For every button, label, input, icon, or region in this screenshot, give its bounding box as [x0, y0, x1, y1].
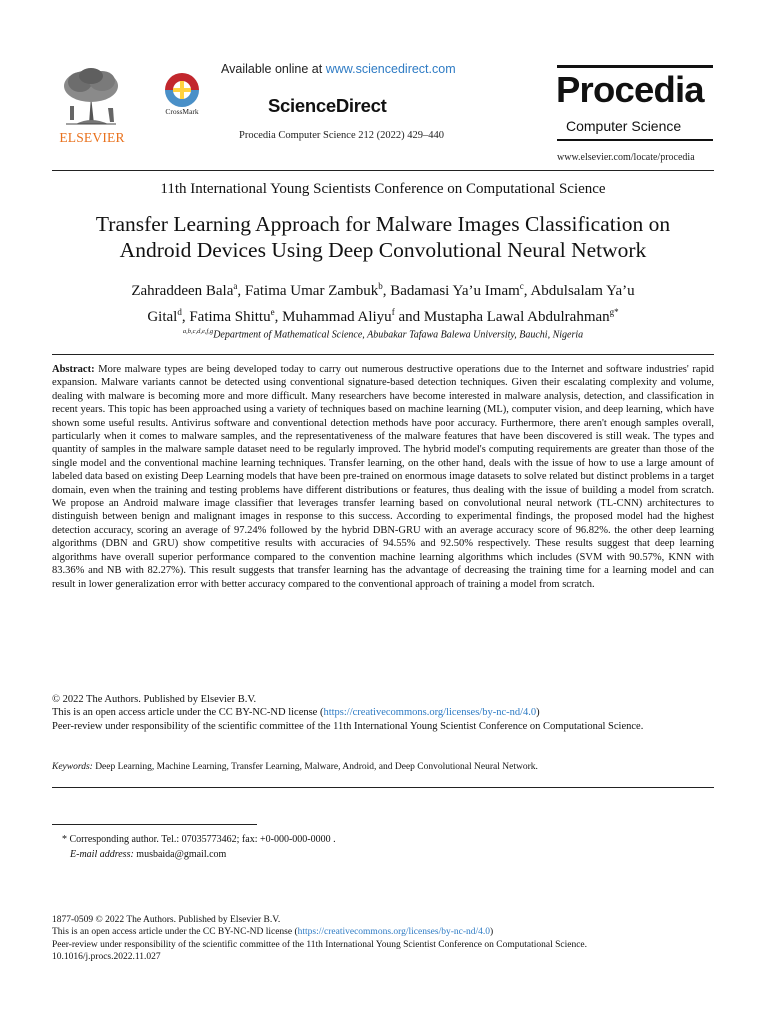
email-address[interactable]: musbaida@gmail.com: [136, 848, 227, 860]
paper-title: [52, 211, 714, 263]
author-name: Fatima Shittu: [189, 309, 271, 325]
author-name: Mustapha Lawal Abdulrahman: [423, 309, 610, 325]
author-separator: ,: [181, 309, 190, 325]
paper-title-line-1: Transfer Learning Approach for Malware Images Classification on: [95, 212, 671, 236]
author-separator: and: [394, 309, 424, 325]
author-affiliation-mark: d: [177, 307, 182, 317]
affiliation-marks: a,b,c,d,e,f,g: [182, 328, 214, 335]
elsevier-tree-icon: [56, 66, 126, 126]
footnote: [62, 833, 336, 862]
author-affiliation-mark: b: [378, 281, 383, 291]
author-affiliation-mark: e: [270, 307, 275, 317]
bottom-license-link[interactable]: https://creativecommons.org/licenses/by-nc-nd/4.0: [297, 927, 491, 938]
author-name: Zahraddeen Bala: [131, 283, 234, 299]
author-affiliation-mark: g*: [609, 307, 619, 317]
license-block: [52, 693, 714, 733]
author-separator: ,: [237, 283, 245, 299]
author-name: Muhammad Aliyu: [282, 309, 392, 325]
open-access-suffix: ): [536, 707, 540, 719]
bottom-open-access-line: [52, 926, 722, 938]
email-line: [62, 848, 336, 863]
abstract: [52, 363, 714, 591]
available-online-prefix: Available online at: [221, 62, 326, 76]
copyright-line: © 2022 The Authors. Published by Elsevier B.V.: [52, 694, 257, 705]
open-access-line: [52, 706, 714, 719]
author-line-2: [52, 302, 714, 328]
procedia-subtitle: Computer Science: [566, 118, 682, 134]
affiliation: [52, 328, 714, 340]
author-name: Badamasi Ya’u Imam: [390, 283, 520, 299]
keywords-label: Keywords:: [52, 762, 93, 772]
elsevier-wordmark: ELSEVIER: [59, 130, 125, 145]
journal-reference: Procedia Computer Science 212 (2022) 429–440: [239, 130, 444, 141]
author-affiliation-mark: c: [519, 281, 524, 291]
issn-line: 1877-0509 © 2022 The Authors. Published by Elsevier B.V.: [52, 915, 281, 925]
author-list: [52, 276, 714, 328]
elsevier-logo: [52, 66, 132, 148]
procedia-rule-top: [557, 65, 713, 68]
author-name-part: Gital: [147, 309, 178, 325]
abstract-text: More malware types are being developed today to carry out numerous destructive operations due to the Internet and software industries' rapid expansion. Malware variants cannot be detected using conventional signature-based detection techniques. Given their escalating complexity and volume, dealing with malware is becoming more and more difficult. Many researchers have become interested in malware analysis, detection, and classification in recent years. This topic has been approached using a variety of techniques based on machine learning (ML), computer vision, and deep learning, which have shown some useful results. Antivirus software and conventional detection methods have poor accuracy. Furthermore, there aren't enough samples overall, particularly when it comes to malware samples, and the representativeness of the malware features that have been discovered is still weak. The types and quantity of samples in the malware sample dataset need to be regularly improved. The hybrid model's computing requirements are greater than those of the single model and the conventional machine learning techniques. Transfer learning, on the other hand, deals with the issue of how to use a large amount of labeled data based on existing Deep Learning models that have been pre-trained on enormous image datasets to solve related but distinct problems in a target domain, even when the training and testing problems have different distributions or features, thus dealing with the issue of building a model from scratch. We propose an Android malware image classifier that leverages transfer learning based on convolutional neural network (TL-CNN) architectures to distinguish between benign and malignant images in response to this success. According to experimental findings, the proposed model had the highest detection accuracy, scoring an average of 97.24% followed by the hybrid DBN-GRU with an average accuracy score of 96.82%. the other deep learning algorithms (DBN and GRU) show competitive results with accuracies of 94.55% and 92.50% respectively. These results suggest that deep learning algorithms have overall superior performance compared to the convention machine learning algorithms which includes (SVM with 90.57%, KNN with 83.36% and NB with 82.27%). This result suggests that transfer learning has the advantage of decreasing the training time for a learning model and can result in lower generalization error with better accuracy compared to the conventional approach of training a model from scratch.: [52, 364, 715, 590]
abstract-label: Abstract:: [52, 364, 95, 375]
abstract-divider-bottom: [52, 787, 714, 788]
paper-title-line-2: Android Devices Using Deep Convolutional Neural Network: [119, 238, 647, 262]
author-name-part: Abdulsalam Ya’u: [530, 283, 635, 299]
keywords: [52, 762, 714, 772]
bottom-peer-review-line: Peer-review under responsibility of the scientific committee of the 11th International Young Scientist Conference on Computational Science.: [52, 939, 588, 950]
peer-review-line: Peer-review under responsibility of the scientific committee of the 11th International Young Scientist Conference on Computational Science.: [52, 720, 644, 732]
procedia-wordmark: Procedia: [556, 69, 704, 110]
available-online-line: [221, 62, 456, 76]
author-separator: ,: [382, 283, 391, 299]
crossmark-label: CrossMark: [165, 107, 199, 116]
journal-url-link[interactable]: www.elsevier.com/locate/procedia: [557, 152, 695, 163]
author-separator: ,: [274, 309, 283, 325]
keywords-text: Deep Learning, Machine Learning, Transfer Learning, Malware, Android, and Deep Convolutional Neural Network.: [95, 762, 538, 772]
author-line-1: [52, 276, 714, 302]
affiliation-text: Department of Mathematical Science, Abubakar Tafawa Balewa University, Bauchi, Nigeria: [213, 329, 584, 341]
conference-name: 11th International Young Scientists Conference on Computational Science: [160, 181, 606, 197]
author-affiliation-mark: a: [233, 281, 238, 291]
doi-line[interactable]: 10.1016/j.procs.2022.11.027: [52, 952, 161, 963]
author-affiliation-mark: f: [391, 307, 395, 317]
bottom-open-access-prefix: This is an open access article under the CC BY-NC-ND license (: [52, 927, 298, 938]
corresponding-author-note: * Corresponding author. Tel.: 07035773462; fax: +0-000-000-0000 .: [62, 834, 336, 845]
license-link[interactable]: https://creativecommons.org/licenses/by-nc-nd/4.0: [323, 707, 537, 719]
email-label: E-mail address:: [70, 848, 134, 860]
bottom-open-access-suffix: ): [490, 927, 494, 938]
author-name: Fatima Umar Zambuk: [244, 283, 379, 299]
header-divider: [52, 170, 714, 171]
bottom-meta: [52, 914, 722, 964]
sciencedirect-link[interactable]: www.sciencedirect.com: [325, 62, 456, 76]
procedia-rule-bottom: [557, 139, 713, 141]
open-access-prefix: This is an open access article under the CC BY-NC-ND license (: [52, 707, 324, 719]
author-separator: ,: [523, 283, 531, 299]
abstract-divider-top: [52, 354, 714, 355]
sciencedirect-wordmark: ScienceDirect: [268, 95, 387, 116]
footnote-divider: [52, 824, 257, 825]
